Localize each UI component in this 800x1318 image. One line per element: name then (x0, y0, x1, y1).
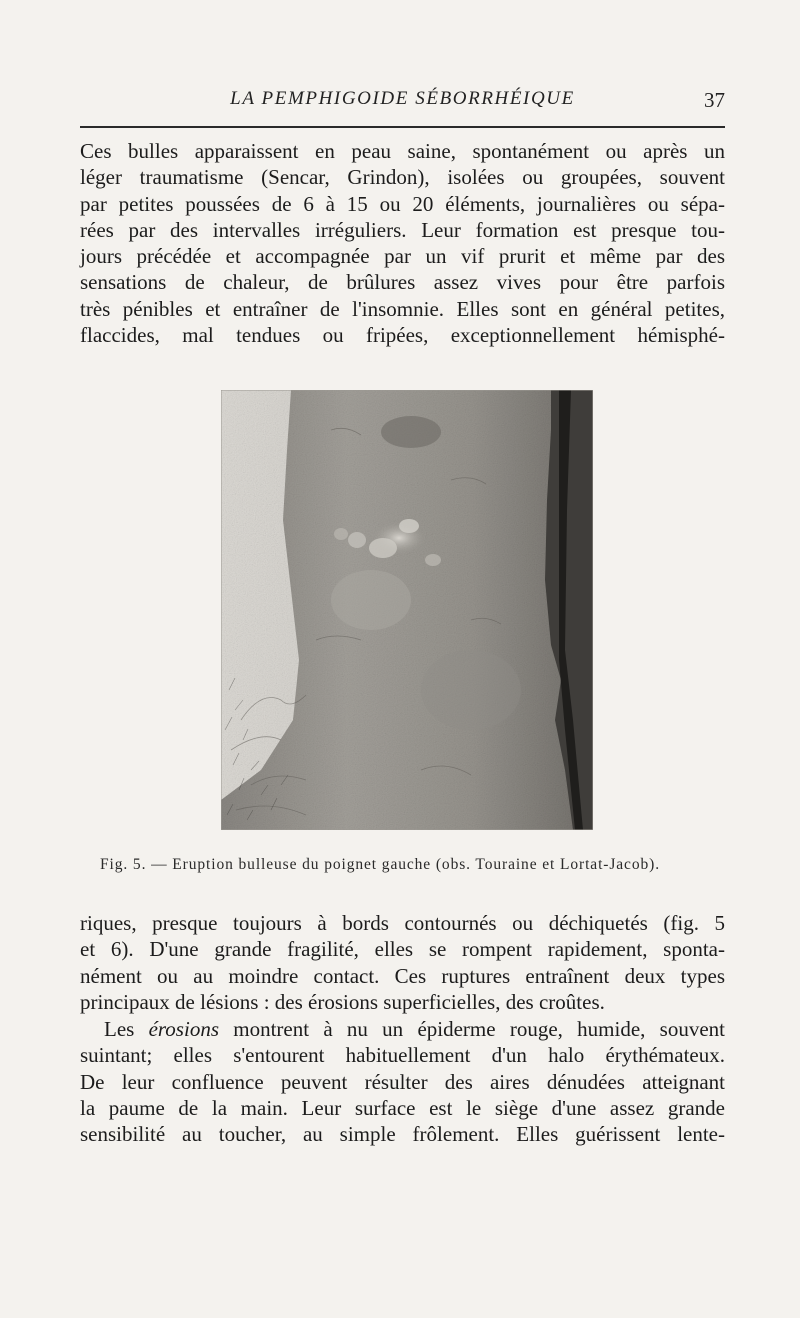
header-rule (80, 126, 725, 128)
running-head (80, 86, 725, 116)
figure-caption: Fig. 5. — Eruption bulleuse du poignet gauche (obs. Touraine et Lortat-Jacob). (100, 856, 660, 873)
wrist-eruption-photo (221, 390, 593, 830)
text-line: De leur confluence peuvent résulter des aires dénudées atteignant (80, 1069, 725, 1094)
text-line: et 6). D'une grande fragilité, elles se rompent rapidement, sponta- (80, 937, 725, 962)
text-line: très pénibles et entraîner de l'insomnie. Elles sont en général petites, (80, 296, 725, 321)
erosions-paragraph (80, 1016, 725, 1147)
text-line (80, 1016, 725, 1042)
text-line: flaccides, mal tendues ou fripées, exceptionnellement hémisphé- (80, 323, 725, 348)
text-line: Ces bulles apparaissent en peau saine, spontanément ou après un (80, 139, 725, 163)
text-line: rées par des intervalles irréguliers. Leur formation est presque tou- (80, 217, 725, 242)
text-line: la paume de la main. Leur surface est le siège d'une assez grande (80, 1095, 725, 1120)
line-prefix: Les (104, 1017, 149, 1041)
text-line: jours précédée et accompagnée par un vif prurit et même par des (80, 244, 725, 269)
text-line: sensibilité au toucher, au simple frôlement. Elles guérissent lente- (80, 1122, 725, 1147)
clinical-photograph (221, 390, 593, 830)
text-line: par petites poussées de 6 à 15 ou 20 éléments, journalières ou sépa- (80, 191, 725, 216)
running-title: LA PEMPHIGOIDE SÉBORRHÉIQUE (230, 88, 575, 109)
text-line: sensations de chaleur, de brûlures assez vives pour être parfois (80, 270, 725, 295)
emphasized-term: érosions (148, 1017, 219, 1041)
line-suffix: montrent à nu un épiderme rouge, humide, souvent (219, 1017, 725, 1041)
text-line: principaux de lésions : des érosions superficielles, des croûtes. (80, 989, 605, 1014)
page-number: 37 (704, 88, 725, 112)
text-line: riques, presque toujours à bords contournés ou déchiquetés (fig. 5 (80, 911, 725, 935)
continued-paragraph (80, 910, 725, 1015)
text-line: nément ou au moindre contact. Ces ruptures entraînent deux types (80, 963, 725, 988)
text-line: suintant; elles s'entourent habituellement d'un halo érythémateux. (80, 1043, 725, 1068)
top-paragraph (80, 138, 725, 348)
text-line: léger traumatisme (Sencar, Grindon), isolées ou groupées, souvent (80, 165, 725, 190)
